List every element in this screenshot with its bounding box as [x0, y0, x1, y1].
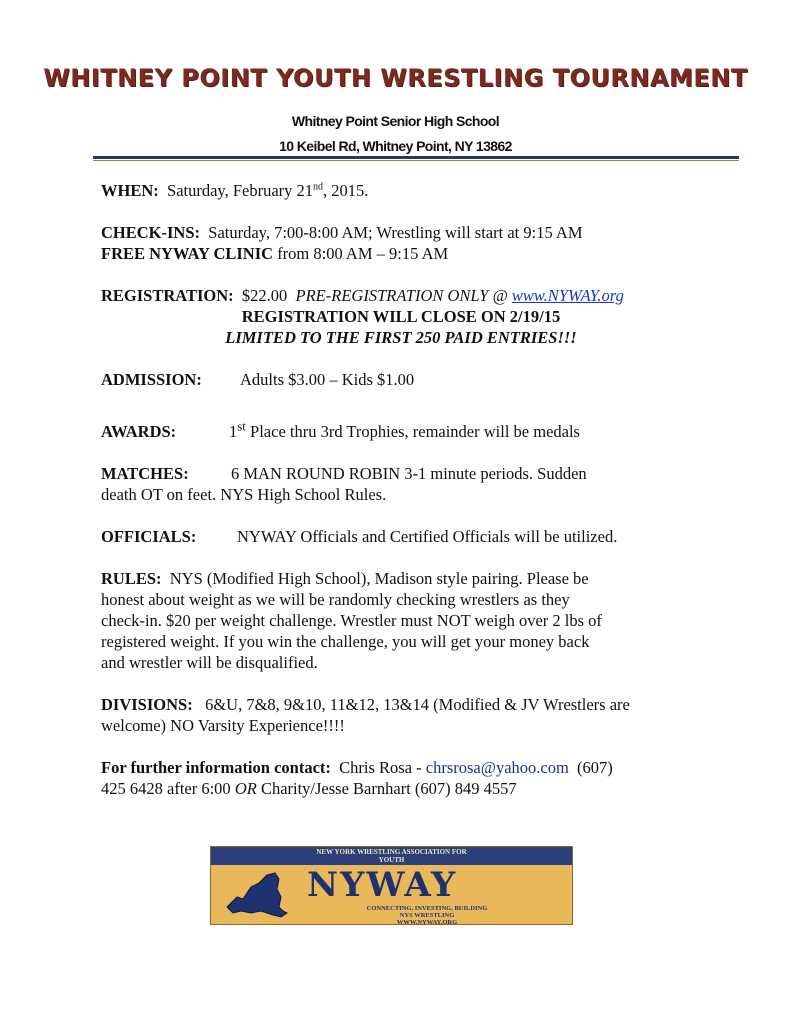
awards-section: [101, 418, 701, 442]
divisions-line1: 6&U, 7&8, 9&10, 11&12, 13&14 (Modified & JV Wrestlers are: [205, 695, 630, 714]
matches-line1: 6 MAN ROUND ROBIN 3-1 minute periods. Sudden: [231, 464, 587, 483]
checkins-text: Saturday, 7:00-8:00 AM; Wrestling will start at 9:15 AM: [208, 223, 583, 242]
logo-tagline-1: CONNECTING, INVESTING, BUILDING: [366, 905, 488, 912]
officials-label: OFFICIALS:: [101, 527, 197, 546]
registration-close: REGISTRATION WILL CLOSE ON 2/19/15: [241, 307, 561, 326]
matches-label: MATCHES:: [101, 464, 189, 483]
when-section: WHEN: Saturday, February 21nd, 2015.: [101, 181, 369, 200]
when-date-sup: nd: [313, 181, 324, 193]
awards-place: 1: [229, 422, 238, 441]
registration-link[interactable]: www.NYWAY.org: [511, 286, 624, 305]
header-divider: [93, 156, 739, 159]
rules-line1: NYS (Modified High School), Madison style pairing. Please be: [169, 569, 589, 588]
matches-section: [101, 463, 701, 505]
awards-place-sup: st: [237, 418, 246, 434]
contact-or: OR: [234, 779, 257, 798]
contact-name: Chris Rosa -: [339, 758, 422, 777]
rules-line2: honest about weight as we will be randomly checking wrestlers as they: [101, 590, 570, 609]
registration-section: [101, 285, 701, 348]
clinic-text: from 8:00 AM – 9:15 AM: [277, 244, 449, 263]
header-divider-accent: [93, 160, 739, 161]
officials-text: NYWAY Officials and Certified Officials will be utilized.: [237, 527, 618, 546]
contact-phone-start: (607): [577, 758, 613, 777]
contact-email[interactable]: chrsrosa@yahoo.com: [425, 758, 569, 777]
ny-state-map-icon: [221, 867, 291, 923]
awards-text: Place thru 3rd Trophies, remainder will be medals: [250, 422, 580, 441]
when-date-suffix: , 2015.: [323, 181, 369, 200]
rules-line4: registered weight. If you win the challenge, you will get your money back: [101, 632, 590, 651]
logo-wordmark: NYWAY: [307, 865, 458, 905]
page-title: WHITNEY POINT YOUTH WRESTLING TOURNAMENT: [43, 64, 748, 92]
divisions-label: DIVISIONS:: [101, 695, 193, 714]
logo-banner-line1: NEW YORK WRESTLING ASSOCIATION FOR: [316, 848, 467, 856]
checkins-section: CHECK-INS: Saturday, 7:00-8:00 AM; Wrestling will start at 9:15 AM FREE NYWAY CLINIC from 8:00 AM – 9:15 AM: [101, 223, 583, 263]
rules-label: RULES:: [101, 569, 162, 588]
logo-tagline-2: NYS WRESTLING: [399, 912, 455, 919]
when-label: WHEN: [101, 181, 154, 200]
when-date: Saturday, February 21: [167, 181, 314, 200]
divisions-section: [101, 694, 701, 736]
awards-label: AWARDS:: [101, 422, 177, 441]
admission-section: [101, 369, 701, 390]
venue-name: Whitney Point Senior High School: [291, 113, 500, 129]
registration-limit: LIMITED TO THE FIRST 250 PAID ENTRIES!!!: [225, 328, 577, 347]
contact-line2-a: 425 6428 after 6:00: [101, 779, 231, 798]
checkins-label: CHECK-INS: [101, 223, 195, 242]
contact-line2-b: Charity/Jesse Barnhart (607) 849 4557: [260, 779, 517, 798]
admission-text: Adults $3.00 – Kids $1.00: [240, 370, 415, 389]
rules-section: [101, 568, 701, 673]
logo-banner-line2: YOUTH: [378, 856, 405, 864]
rules-line3: check-in. $20 per weight challenge. Wrestler must NOT weigh over 2 lbs of: [101, 611, 602, 630]
nyway-logo: [210, 846, 573, 925]
logo-tagline-3: WWW.NYWAY.ORG: [396, 919, 458, 926]
registration-fee: $22.00: [241, 286, 288, 305]
registration-note: PRE-REGISTRATION ONLY @: [295, 286, 508, 305]
logo-banner: [211, 847, 572, 865]
officials-section: [101, 526, 701, 547]
rules-line5: and wrestler will be disqualified.: [101, 653, 318, 672]
registration-label: REGISTRATION:: [101, 286, 234, 305]
divisions-line2: welcome) NO Varsity Experience!!!!: [101, 716, 345, 735]
flyer-body: [101, 180, 701, 820]
matches-line2: death OT on feet. NYS High School Rules.: [101, 485, 387, 504]
contact-section: [101, 757, 701, 799]
clinic-label: FREE NYWAY CLINIC: [101, 244, 274, 263]
logo-tagline: [307, 905, 547, 926]
admission-label: ADMISSION:: [101, 370, 202, 389]
venue-address: 10 Keibel Rd, Whitney Point, NY 13862: [279, 138, 512, 154]
contact-label: For further information contact:: [101, 758, 331, 777]
